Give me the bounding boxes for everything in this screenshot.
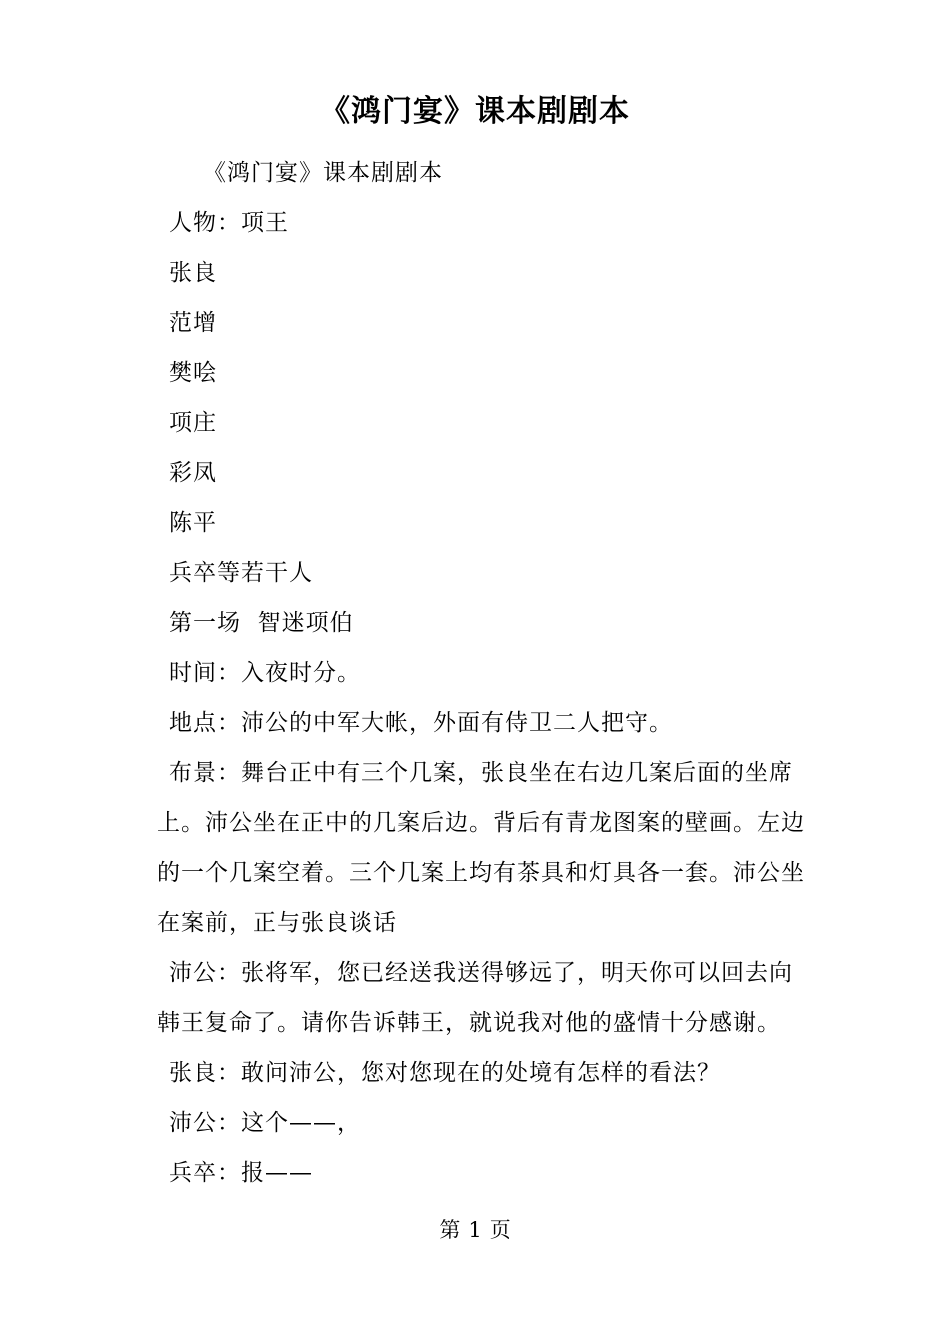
cast-line: 人物：项王 — [169, 210, 289, 236]
dialogue-line: 沛公：张将军，您已经送我送得够远了，明天你可以回去向韩王复命了。请你告诉韩王，就说我对他的盛情十分感谢。 — [157, 960, 793, 1036]
cast-line: 范增 — [169, 310, 217, 336]
dialogue-line: 张良：敢问沛公，您对您现在的处境有怎样的看法？ — [169, 1060, 721, 1086]
cast-line: 樊哙 — [169, 360, 217, 386]
cast-line: 彩凤 — [169, 460, 217, 486]
scene-setting: 布景：舞台正中有三个几案，张良坐在右边几案后面的坐席上。沛公坐在正中的几案后边。背后有青龙图案的壁画。左边的一个几案空着。三个几案上均有茶具和灯具各一套。沛公坐在案前，正与张良谈话 — [157, 760, 805, 936]
cast-line: 兵卒等若干人 — [169, 560, 313, 586]
cast-line: 项庄 — [169, 410, 217, 436]
document-body — [145, 148, 810, 1198]
scene-heading: 第一场 智迷项伯 — [169, 610, 354, 636]
page-number: 1 — [468, 1218, 482, 1242]
page-footer — [0, 1214, 950, 1246]
document-subtitle: 《鸿门宴》课本剧剧本 — [203, 160, 443, 186]
scene-location: 地点：沛公的中军大帐，外面有侍卫二人把守。 — [169, 710, 673, 736]
dialogue-line: 兵卒：报—— — [169, 1160, 313, 1186]
scene-time: 时间：入夜时分。 — [169, 660, 361, 686]
page-title: 《鸿门宴》课本剧剧本 — [320, 94, 630, 129]
page-number-suffix: 页 — [489, 1218, 511, 1242]
page-number-prefix: 第 — [439, 1218, 461, 1242]
cast-line: 陈平 — [169, 510, 217, 536]
dialogue-line: 沛公：这个——， — [169, 1110, 361, 1136]
cast-line: 张良 — [169, 260, 217, 286]
